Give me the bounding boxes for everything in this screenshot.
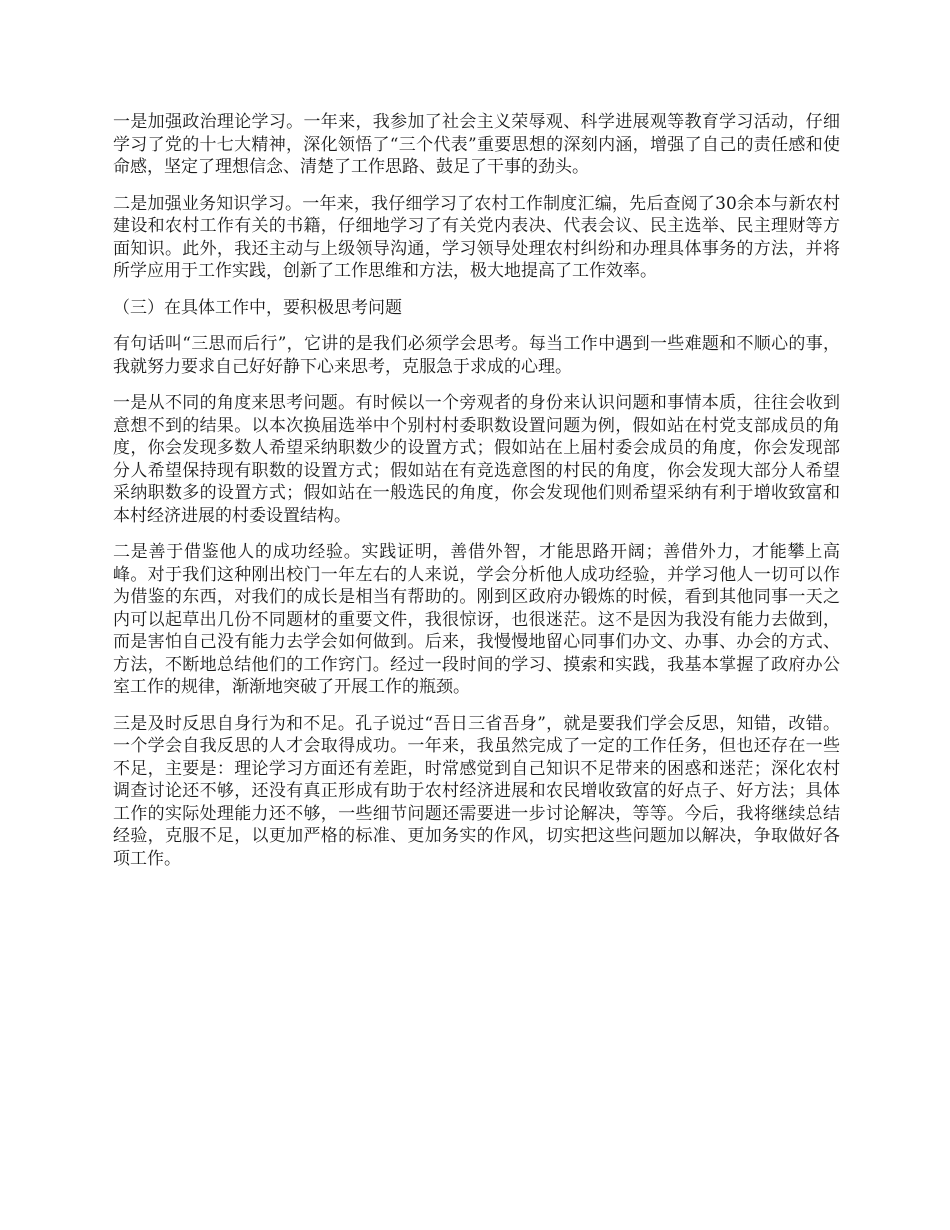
paragraph-learn-from-others: 二是善于借鉴他人的成功经验。实践证明，善借外智，才能思路开阔；善借外力，才能攀上高峰。对于我们这种刚出校门一年左右的人来说，学会分析他人成功经验，并学习他人一切可以作为借鉴的东西，对我们的成长是相当有帮助的。刚到区政府办锻炼的时候，看到其他同事一天之内可以起草出几份不同题材的重要文件，我很惊讶，也很迷茫。这不是因为我没有能力去做到，而是害怕自己没有能力去学会如何做到。后来，我慢慢地留心同事们办文、办事、办会的方式、方法，不断地总结他们的工作窍门。经过一段时间的学习、摸索和实践，我基本掌握了政府办公室工作的规律，渐渐地突破了开展工作的瓶颈。 [113,542,840,697]
paragraph-different-angles: 一是从不同的角度来思考问题。有时候以一个旁观者的身份来认识问题和事情本质，往往会收到意想不到的结果。以本次换届选举中个别村村委职数设置问题为例，假如站在村党支部成员的角度，你会发现多数人希望采纳职数少的设置方式；假如站在上届村委会成员的角度，你会发现部分人希望保持现有职数的设置方式；假如站在有竞选意图的村民的角度，你会发现大部分人希望采纳职数多的设置方式；假如站在一般选民的角度，你会发现他们则希望采纳有利于增收致富和本村经济进展的村委设置结构。 [113,393,840,526]
paragraph-self-reflection: 三是及时反思自身行为和不足。孔子说过“吾日三省吾身”，就是要我们学会反思，知错，改错。一个学会自我反思的人才会取得成功。一年来，我虽然完成了一定的工作任务，但也还存在一些不足，主要是：理论学习方面还有差距，时常感觉到自己知识不足带来的困惑和迷茫；深化农村调查讨论还不够，还没有真正形成有助于农村经济进展和农民增收致富的好点子、好方法；具体工作的实际处理能力还不够，一些细节问题还需要进一步讨论解决，等等。今后，我将继续总结经验，克服不足，以更加严格的标准、更加务实的作风，切实把这些问题加以解决，争取做好各项工作。 [113,713,840,869]
document-body [113,111,840,884]
section-heading: （三）在具体工作中，要积极思考问题 [113,297,402,318]
paragraph-business-study: 二是加强业务知识学习。一年来，我仔细学习了农村工作制度汇编，先后查阅了30余本与新农村建设和农村工作有关的书籍，仔细地学习了有关党内表决、代表会议、民主选举、民主理财等方面知识。此外，我还主动与上级领导沟通，学习领导处理农村纠纷和办理具体事务的方法，并将所学应用于工作实践，创新了工作思维和方法，极大地提高了工作效率。 [113,193,840,281]
paragraph-political-study: 一是加强政治理论学习。一年来，我参加了社会主义荣辱观、科学进展观等教育学习活动，仔细学习了党的十七大精神，深化领悟了“三个代表”重要思想的深刻内涵，增强了自己的责任感和使命感，坚定了理想信念、清楚了工作思路、鼓足了干事的劲头。 [113,112,840,177]
paragraph-think-intro: 有句话叫“三思而后行”，它讲的是我们必须学会思考。每当工作中遇到一些难题和不顺心的事，我就努力要求自己好好静下心来思考，克服急于求成的心理。 [113,334,840,377]
